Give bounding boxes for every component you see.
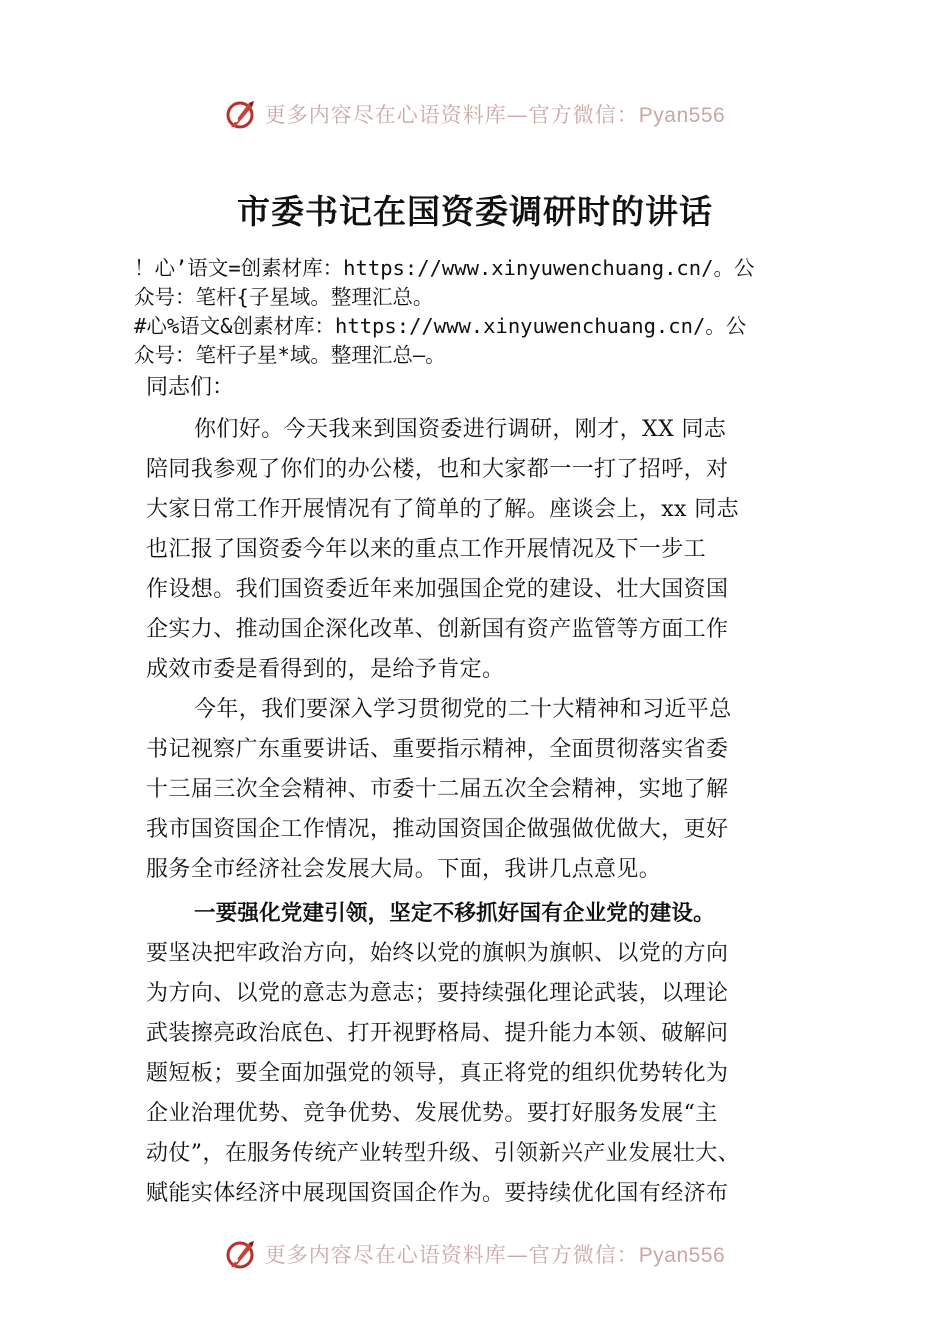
paragraph-line: 武装擦亮政治底色、打开视野格局、提升能力本领、破解问	[146, 1021, 729, 1046]
paragraph-line: 陪同我参观了你们的办公楼，也和大家都一一打了招呼，对	[146, 457, 729, 482]
header-banner-text: 更多内容尽在心语资料库—官方微信：Pyan556	[264, 103, 726, 127]
section-1	[146, 894, 816, 1214]
paragraph-line: 十三届三次全会精神、市委十二届五次全会精神，实地了解	[146, 777, 729, 802]
paragraph-line: 企业治理优势、竞争优势、发展优势。要打好服务发展“主	[146, 1101, 718, 1126]
watermark-line: ！心’语文=创素材库：https://www.xinyuwenchuang.cn/。公	[134, 256, 755, 280]
paragraph-line: 赋能实体经济中展现国资国企作为。要持续优化国有经济布	[146, 1181, 729, 1206]
paragraph-1	[146, 410, 816, 690]
quill-pen-logo-icon	[225, 97, 259, 131]
watermark-line: #心%语文&创素材库：https://www.xinyuwenchuang.cn/。公	[134, 314, 747, 338]
wechat-handle: Pyan556	[638, 1244, 726, 1267]
quill-pen-logo-icon	[225, 1237, 259, 1271]
paragraph-line: 题短板；要全面加强党的领导，真正将党的组织优势转化为	[146, 1061, 729, 1086]
paragraph-line: 动仗”，在服务传统产业转型升级、引领新兴产业发展壮大、	[146, 1141, 741, 1166]
watermark-line: 众号：笔杆子星*域。整理汇总—。	[134, 343, 446, 367]
paragraph-line: 也汇报了国资委今年以来的重点工作开展情况及下一步工	[146, 537, 707, 562]
watermark-line: 众号：笔杆{子星域。整理汇总。	[134, 285, 434, 309]
paragraph-line: 你们好。今天我来到国资委进行调研，刚才，XX 同志	[194, 417, 727, 442]
paragraph-line: 要坚决把牢政治方向，始终以党的旗帜为旗帜、以党的方向	[146, 941, 729, 966]
paragraph-line: 服务全市经济社会发展大局。下面，我讲几点意见。	[146, 857, 662, 882]
footer-banner	[0, 1232, 950, 1276]
wechat-handle: Pyan556	[638, 104, 726, 127]
watermark-notice-2	[134, 312, 834, 370]
paragraph-line: 为方向、以党的意志为意志；要持续强化理论武装，以理论	[146, 981, 729, 1006]
paragraph-line: 今年，我们要深入学习贯彻党的二十大精神和习近平总	[194, 697, 732, 722]
paragraph-line: 大家日常工作开展情况有了简单的了解。座谈会上，xx 同志	[146, 497, 740, 522]
paragraph-line: 企实力、推动国企深化改革、创新国有资产监管等方面工作	[146, 617, 729, 642]
paragraph-line: 我市国资国企工作情况，推动国资国企做强做优做大，更好	[146, 817, 729, 842]
paragraph-line: 作设想。我们国资委近年来加强国企党的建设、壮大国资国	[146, 577, 729, 602]
paragraph-line: 成效市委是看得到的，是给予肯定。	[146, 657, 505, 682]
document-title: 市委书记在国资委调研时的讲话	[237, 192, 713, 231]
paragraph-line: 书记视察广东重要讲话、重要指示精神，全面贯彻落实省委	[146, 737, 729, 762]
paragraph-2	[146, 690, 816, 890]
header-banner	[0, 92, 950, 136]
section-heading: 一要强化党建引领，坚定不移抓好国有企业党的建设。	[194, 901, 715, 926]
watermark-notice-1	[134, 254, 834, 312]
salutation: 同志们：	[146, 375, 235, 400]
footer-banner-text: 更多内容尽在心语资料库—官方微信：Pyan556	[264, 1243, 726, 1267]
